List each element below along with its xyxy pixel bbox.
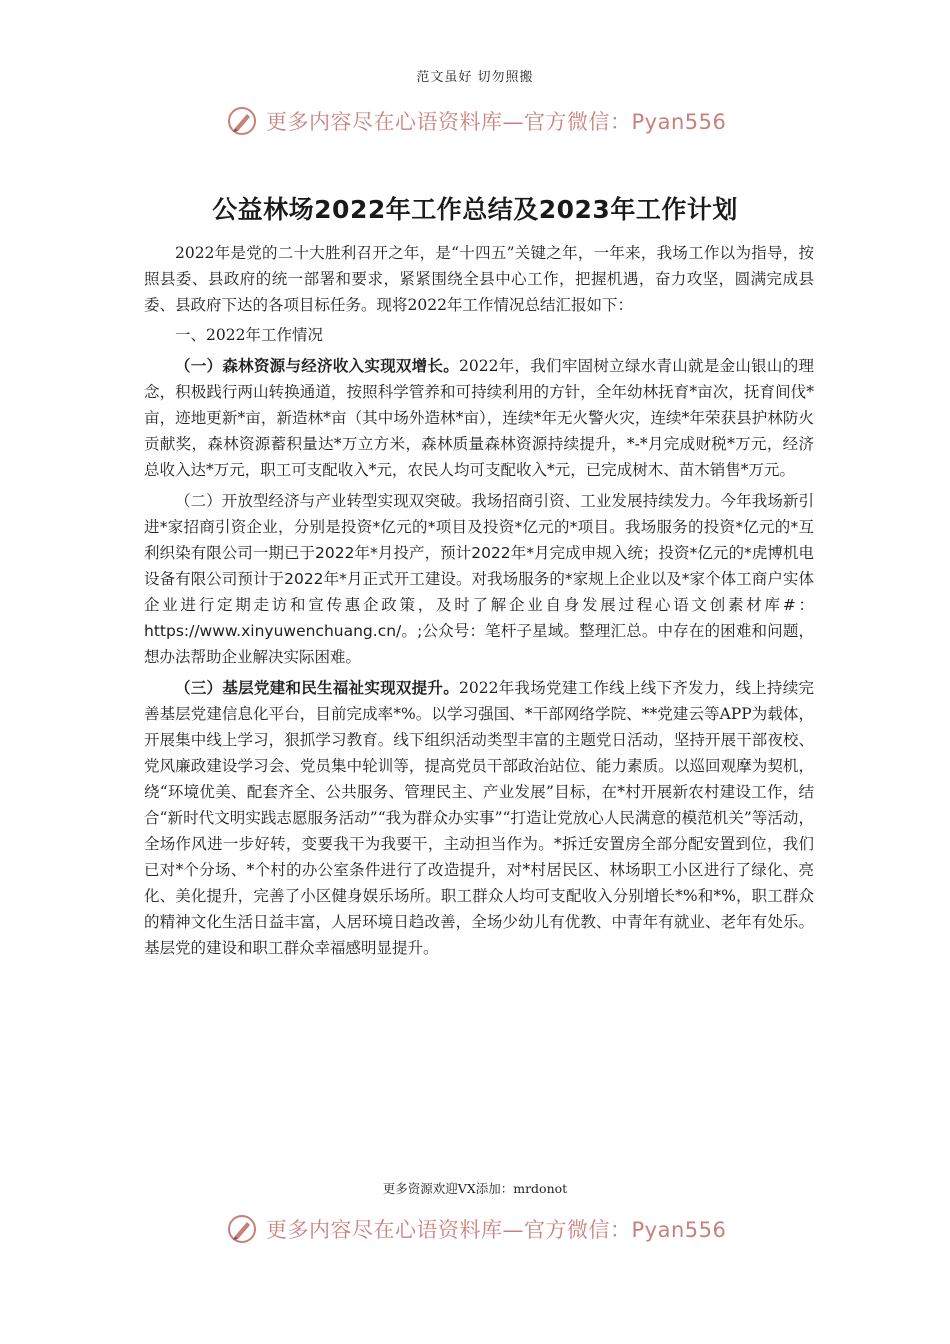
promo-banner-bottom xyxy=(226,1212,726,1246)
document-body xyxy=(144,240,814,961)
subsection-3-body: 2022年我场党建工作线上线下齐发力，线上持续完善基层党建信息化平台，目前完成率*%。以学习强国、*干部网络学院、**党建云等APP为载体，开展集中线上学习，狠抓学习教育。线下组织活动类型丰富的主题党日活动，坚持开展干部夜校、党风廉政建设学习会、党员集中轮训等，提高党员干部政治站位、能力素质。以巡回观摩为契机，绕“环境优美、配套齐全、公共服务、管理民主、产业发展”目标，在*村开展新农村建设工作，结合“新时代文明实践志愿服务活动”“我为群众办实事”“打造让党放心人民满意的模范机关”等活动，全场作风进一步好转，变要我干为我要干，主动担当作为。*拆迁安置房全部分配安置到位，我们已对*个分场、*个村的办公室条件进行了改造提升，对*村居民区、林场职工小区进行了绿化、亮化、美化提升，完善了小区健身娱乐场所。职工群众人均可支配收入分别增长*%和*%，职工群众的精神文化生活日益丰富，人居环境日趋改善，全场少幼儿有优教、中青年有就业、老年有处乐。基层党的建设和职工群众幸福感明显提升。 xyxy=(144,679,814,957)
footer-note: 更多资源欢迎VX添加：mrdonot xyxy=(382,1181,568,1196)
pen-logo-icon xyxy=(226,105,258,137)
pen-logo-icon xyxy=(226,1213,258,1245)
subsection-1 xyxy=(144,353,814,483)
page-header-note: 范文虽好 切勿照搬 xyxy=(416,70,534,85)
promo-banner-text: 更多内容尽在心语资料库—官方微信：Pyan556 xyxy=(266,1218,727,1242)
subsection-2: （二）开放型经济与产业转型实现双突破。我场招商引资、工业发展持续发力。今年我场新引进*家招商引资企业，分别是投资*亿元的*项目及投资*亿元的*项目。我场服务的投资*亿元的*互利织染有限公司一期已于2022年*月投产，预计2022年*月完成申规入统；投资*亿元的*虎博机电设备有限公司预计于2022年*月正式开工建设。对我场服务的*家规上企业以及*家个体工商户实体企业进行定期走访和宣传惠企政策，及时了解企业自身发展过程心语文创素材库#：https://www.xinyuwenchuang.cn/。;公众号：笔杆子星域。整理汇总。中存在的困难和问题，想办法帮助企业解决实际困难。 xyxy=(144,492,814,666)
section-heading: 一、2022年工作情况 xyxy=(175,326,323,344)
page-title: 公益林场2022年工作总结及2023年工作计划 xyxy=(212,195,738,224)
intro-paragraph: 2022年是党的二十大胜利召开之年，是“十四五”关键之年，一年来，我场工作以为指导，按照县委、县政府的统一部署和要求，紧紧围绕全县中心工作，把握机遇，奋力攻坚，圆满完成县委、县政府下达的各项目标任务。现将2022年工作情况总结汇报如下： xyxy=(144,244,814,314)
subsection-3 xyxy=(144,675,814,961)
subsection-1-heading: （一）森林资源与经济收入实现双增长。 xyxy=(175,356,459,375)
subsection-1-body: 2022年，我们牢固树立绿水青山就是金山银山的理念，积极践行两山转换通道，按照科学管养和可持续利用的方针，全年幼林抚育*亩次，抚育间伐*亩，迹地更新*亩，新造林*亩（其中场外造林*亩），连续*年无火警火灾，连续*年荣获县护林防火贡献奖，森林资源蓄积量达*万立方米，森林质量森林资源持续提升，*-*月完成财税*万元，经济总收入达*万元，职工可支配收入*元，农民人均可支配收入*元，已完成树木、苗木销售*万元。 xyxy=(144,357,814,479)
subsection-3-heading: （三）基层党建和民生福祉实现双提升。 xyxy=(175,678,459,697)
promo-banner-top xyxy=(226,104,726,138)
promo-banner-text: 更多内容尽在心语资料库—官方微信：Pyan556 xyxy=(266,110,727,134)
